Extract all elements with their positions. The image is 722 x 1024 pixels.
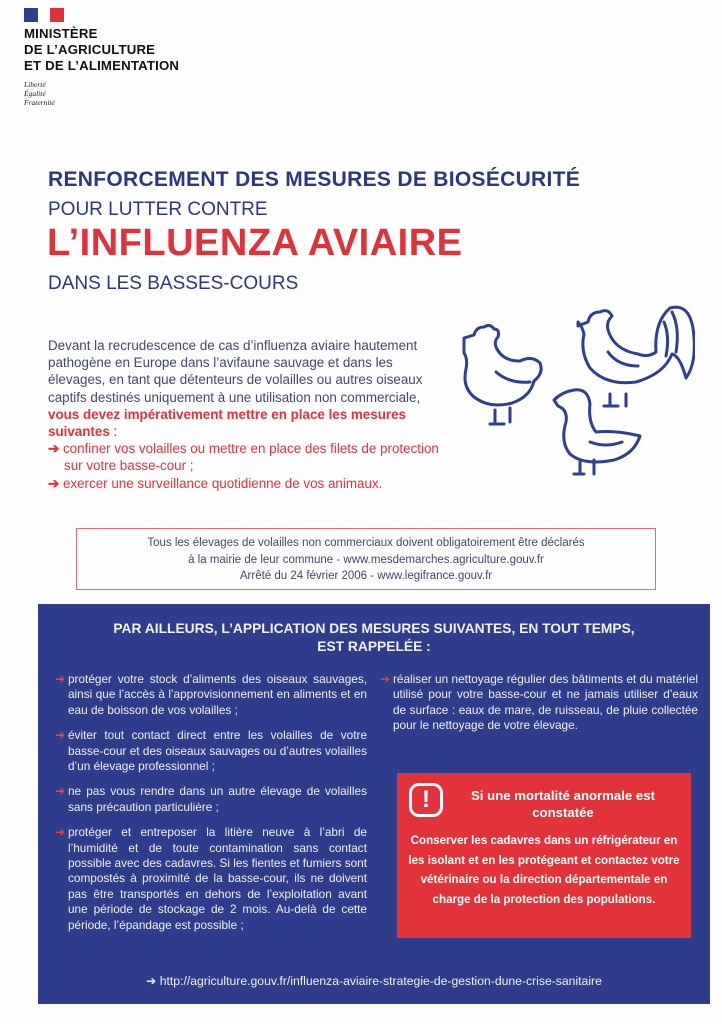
arrow-icon: ➔: [48, 441, 60, 457]
measure-item: [380, 672, 698, 734]
arrow-icon: ➔: [146, 974, 160, 988]
measure-item: [55, 784, 367, 815]
measure-item: [48, 475, 448, 492]
ministry-line: MINISTÈRE: [24, 26, 98, 41]
declaration-line: Tous les élevages de volailles non commerciaux doivent obligatoirement être déclarés: [147, 537, 585, 549]
measure-item: [55, 728, 367, 774]
motto-line: Fraternité: [24, 98, 55, 107]
intro-colon: :: [109, 424, 118, 440]
hen-icon: [464, 325, 541, 424]
arrow-icon: ➔: [380, 672, 390, 686]
alert-body: Conserver les cadavres dans un réfrigérateur en les isolant et en les protégeant et contactez votre vétérinaire ou la direction départementale en charge de la protection des populations.: [408, 834, 680, 906]
motto-line: Liberté: [24, 80, 46, 89]
republic-motto: [24, 80, 55, 107]
measure-text: éviter tout contact direct entre les volailles de votre basse-cour et des oiseaux sauvages ou d’autres volailles d’un élevage professionnel ;: [68, 728, 367, 774]
declaration-notice-box: [76, 528, 656, 590]
arrow-icon: ➔: [55, 825, 65, 840]
mortality-alert-box: [397, 773, 691, 938]
intro-emphasis: vous devez impérativement mettre en place les mesures suivantes: [48, 406, 406, 440]
rooster-icon: [578, 307, 694, 406]
poultry-illustration: [450, 292, 695, 477]
additional-measures-panel: [38, 604, 710, 1004]
measure-text: exercer une surveillance quotidienne de vos animaux.: [62, 475, 383, 491]
right-measures-column: [380, 672, 698, 744]
intro-paragraph: [48, 337, 448, 492]
info-link[interactable]: [38, 974, 710, 988]
measure-text: protéger et entreposer la litière neuve à l’abri de l’humidité et de toute contamination sans contact possible avec des cadavres. Si les fientes et fumiers sont compostés à proximité de la basse-cour, ils ne doivent pas être transportés en dehors de l’exploitation avant une période de stockage de 2 mois. Au-delà de cette période, l’épandage est possible ;: [68, 825, 368, 932]
left-measures-column: [55, 672, 367, 943]
declaration-line: Arrêté du 24 février 2006 - www.legifrance.gouv.fr: [239, 570, 493, 582]
measure-text: réaliser un nettoyage régulier des bâtiments et du matériel utilisé pour votre basse-cour et ne jamais utiliser d’eaux de surface : eaux de mare, de ruisseau, de pluie collectée pour le nettoyage de votre élevage.: [393, 672, 698, 733]
measure-item: [55, 825, 367, 933]
measure-text: ne pas vous rendre dans un autre élevage de volailles sans précaution particulière ;: [68, 784, 367, 814]
arrow-icon: ➔: [48, 475, 60, 491]
panel-heading-line: EST RAPPELÉE :: [317, 639, 431, 654]
alert-heading: Si une mortalité anormale est constatée: [471, 788, 655, 820]
declaration-line: à la mairie de leur commune - www.mesdemarches.agriculture.gouv.fr: [188, 553, 544, 566]
arrow-icon: ➔: [55, 672, 65, 686]
intro-text: Devant la recrudescence de cas d’influenza aviaire hautement pathogène en Europe dans l’avifaune sauvage et dans les élevages, en tant que détenteurs de volailles ou autres oiseaux captifs destinés uniquement à une utilisation non commerciale,: [48, 338, 423, 405]
title-line-1: RENFORCEMENT DES MESURES DE BIOSÉCURITÉ: [48, 168, 581, 191]
ministry-name: [24, 26, 179, 74]
motto-line: Égalité: [24, 89, 46, 98]
main-title: L’INFLUENZA AVIAIRE: [47, 222, 463, 264]
measure-text: protéger votre stock d’aliments des oiseaux sauvages, ainsi que l’accès à l’approvisionnement en aliments et en eau de boisson de vos volailles ;: [68, 672, 367, 717]
info-url[interactable]: http://agriculture.gouv.fr/influenza-aviaire-strategie-de-gestion-dune-crise-sanitaire: [159, 974, 602, 988]
marianne-flag-logo: [24, 8, 64, 22]
arrow-icon: ➔: [55, 728, 65, 743]
measure-item: [55, 672, 367, 718]
measure-item: [48, 440, 448, 474]
warning-icon: !: [409, 783, 443, 817]
arrow-icon: ➔: [55, 784, 65, 799]
ministry-line: ET DE L’ALIMENTATION: [24, 58, 180, 73]
ministry-line: DE L’AGRICULTURE: [24, 42, 156, 57]
panel-heading-line: PAR AILLEURS, L’APPLICATION DES MESURES SUIVANTES, EN TOUT TEMPS,: [113, 621, 635, 636]
title-line-2: POUR LUTTER CONTRE: [48, 199, 268, 220]
panel-heading: [38, 620, 710, 656]
measure-text: confiner vos volailles ou mettre en place des filets de protection sur votre basse-cour ;: [62, 441, 439, 474]
title-line-4: DANS LES BASSES-COURS: [48, 273, 299, 294]
